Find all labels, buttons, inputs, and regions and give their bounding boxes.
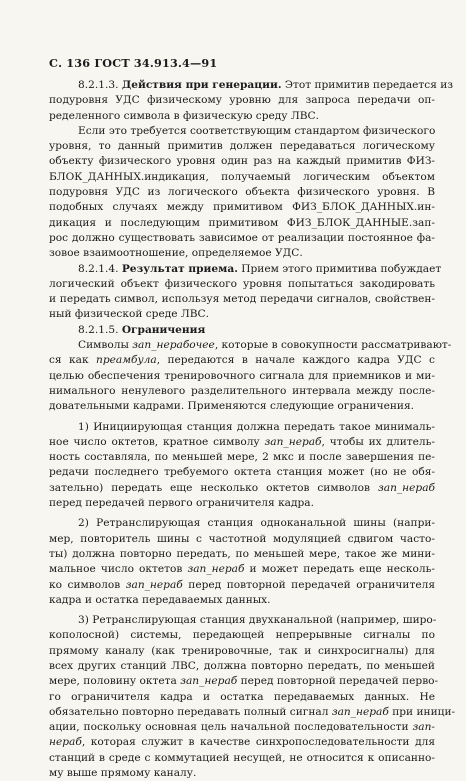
text-run: , чтобы их длитель- <box>321 435 435 448</box>
list-item-line <box>49 613 435 628</box>
list-item-line <box>49 420 435 435</box>
list-item-line <box>49 751 435 766</box>
text-run: объекту физического уровня один раз на каждый примитив ФИЗ- <box>49 155 435 168</box>
text-line <box>49 246 435 261</box>
bold-text: Ограничения <box>121 323 206 336</box>
text-run: го ограничителя кадра и остатка передаваемых данных. Не <box>49 690 435 703</box>
list-item-line <box>49 628 435 643</box>
text-run: Если это требуется соответствующим стандартом физического <box>78 124 436 137</box>
text-run: Этот примитив передается из <box>281 79 454 91</box>
text-line <box>49 277 435 292</box>
text-run: ко символов <box>49 578 126 591</box>
text-run: зательно) передать еще несколько октетов символов <box>49 481 378 494</box>
text-run: и может передать еще несколь- <box>244 563 435 576</box>
text-run: перед повторной передачей ограничителя <box>182 578 436 591</box>
text-run: ся как <box>49 354 97 367</box>
italic-term: зап_нераб <box>180 675 238 688</box>
text-run: ное число октетов, кратное символу <box>49 435 265 448</box>
page-header: С. 136 ГОСТ 34.913.4—91 <box>49 56 218 70</box>
text-run: 8.2.1.3. <box>78 79 122 91</box>
text-run: редачи последнего требуемого октета станция может (но не обя- <box>49 466 435 479</box>
text-run: подуровня УДС физическому уровню для запроса передачи оп- <box>49 94 435 107</box>
list-item-line <box>49 766 435 781</box>
text-run: кадра и остатка передаваемых данных. <box>49 593 271 606</box>
bold-text: Действия при генерации. <box>121 79 282 91</box>
text-run: , которая служит в качестве синхропоследовательности для <box>81 736 435 749</box>
text-run: обязательно повторно передавать полный сигнал <box>49 705 332 718</box>
text-run: и передать символ, используя метод передачи сигналов, свойствен- <box>49 293 435 306</box>
text-line <box>49 139 435 154</box>
list-item-line <box>49 496 435 511</box>
text-run: логический объект физического уровня попытаться закодировать <box>49 277 435 290</box>
text-run: , передаются в начале каждого кадра УДС с <box>156 354 435 367</box>
text-run: мер, повторитель шины с частотной модуляцией сдвигом часто- <box>49 532 435 545</box>
text-run: дикация и последующим примитивом ФИЗ_БЛОК_ДАННЫЕ.зап- <box>49 216 435 229</box>
text-line <box>49 124 435 139</box>
text-run: станций в среде с коммутацией несущей, не относится к описанно- <box>49 751 435 764</box>
text-run: , которые в совокупности рассматривают- <box>214 339 452 352</box>
text-line <box>49 262 442 277</box>
text-run: кополосной) системы, передающей непрерывные сигналы по <box>49 629 435 642</box>
text-run: нимального ненулевого разделительного интервала между после- <box>49 384 435 397</box>
text-run: зовое взаимоотношение, определяемое УДС. <box>49 247 303 260</box>
text-line <box>49 109 435 124</box>
text-line <box>49 154 435 169</box>
bold-text: Результат приема. <box>121 262 238 275</box>
text-run: целью обеспечения тренировочного сигнала для приемников и ми- <box>49 369 435 382</box>
text-run: рос должно существовать зависимое от реализации постоянное фа- <box>49 231 435 244</box>
list-item-line <box>49 547 435 562</box>
section-heading <box>49 323 435 338</box>
text-line <box>49 353 435 368</box>
list-item-line <box>49 659 435 674</box>
list-item-line <box>49 720 435 735</box>
list-item-line <box>49 690 435 705</box>
list-item-line <box>49 705 456 720</box>
text-line <box>49 170 435 185</box>
text-run: 3) Ретранслирующая станция двухканальной (например, широ- <box>78 614 437 627</box>
italic-term: зап- <box>412 721 435 734</box>
text-run: уровня, то данный примитив должен передаваться логическому <box>49 140 435 153</box>
text-run: перед повторной передачей перво- <box>237 675 439 688</box>
italic-term: нераб <box>49 736 82 749</box>
list-item-line <box>49 481 435 496</box>
text-line <box>49 338 452 353</box>
text-run: 8.2.1.5. <box>78 323 122 336</box>
text-run: мальное число октетов <box>49 563 188 576</box>
text-run: довательными кадрами. Применяются следующие ограничения. <box>49 400 415 413</box>
text-run: ность составляла, по меньшей мере, 2 мкс и после завершения пе- <box>49 451 435 464</box>
text-run: подобных случаях между примитивом ФИЗ_БЛОК_ДАННЫХ.ин- <box>49 201 435 214</box>
text-run: ный физической среде ЛВС. <box>49 308 209 321</box>
italic-term: зап_нераб <box>264 435 322 448</box>
text-line <box>49 185 435 200</box>
list-item-line <box>49 450 435 465</box>
text-run: всех других станций ЛВС, должна повторно передать, по меньшей <box>49 659 435 672</box>
body-text <box>49 78 456 781</box>
list-item-line <box>49 562 435 577</box>
text-line <box>49 369 435 384</box>
list-item-line <box>49 465 435 480</box>
italic-term: зап_нераб <box>125 578 183 591</box>
list-item-line <box>49 435 435 450</box>
text-run: ты) должна повторно передать, по меньшей мере, такое же мини- <box>49 547 435 560</box>
text-line <box>49 292 435 307</box>
italic-term: преамбула <box>96 354 157 367</box>
text-line <box>49 399 435 414</box>
italic-term: зап_нераб <box>331 705 389 718</box>
list-item-line <box>49 735 435 750</box>
text-run: ации, поскольку основная цель начальной последовательности <box>49 721 413 734</box>
text-run: подуровня УДС из логического объекта физического уровня. В <box>49 186 435 199</box>
text-run: прямому каналу (как тренировочные, так и синхросигналы) для <box>49 644 435 657</box>
text-run: 2) Ретранслирующая станция одноканальной шины (напри- <box>78 517 435 530</box>
text-run: при иници- <box>388 705 456 718</box>
text-run: ределенного символа в физическую среду ЛВС. <box>49 109 320 122</box>
list-item-line <box>49 532 435 547</box>
text-run: БЛОК_ДАННЫХ.индикация, получаемый логическим объектом <box>49 170 435 183</box>
text-line <box>49 216 435 231</box>
list-item-line <box>49 674 439 689</box>
italic-term: зап_нерабочее <box>132 339 215 352</box>
text-line <box>49 78 454 93</box>
text-run: 1) Инициирующая станция должна передать такое минималь- <box>78 420 435 433</box>
list-item-line <box>49 644 435 659</box>
text-run: Символы <box>78 339 133 352</box>
text-line <box>49 231 435 246</box>
list-item-line <box>49 516 435 531</box>
text-run: перед передачей первого ограничителя кадра. <box>49 497 314 510</box>
text-run: 8.2.1.4. <box>78 262 122 275</box>
italic-term: зап_нераб <box>377 481 435 494</box>
text-line <box>49 384 435 399</box>
list-item-line <box>49 578 435 593</box>
list-item-line <box>49 593 435 608</box>
text-run: Прием этого примитива побуждает <box>237 262 442 275</box>
text-run: мере, половину октета <box>49 675 181 688</box>
italic-term: зап_нераб <box>187 563 245 576</box>
text-line <box>49 307 435 322</box>
text-run: му выше прямому каналу. <box>49 767 197 780</box>
text-line <box>49 93 435 108</box>
text-line <box>49 200 435 215</box>
